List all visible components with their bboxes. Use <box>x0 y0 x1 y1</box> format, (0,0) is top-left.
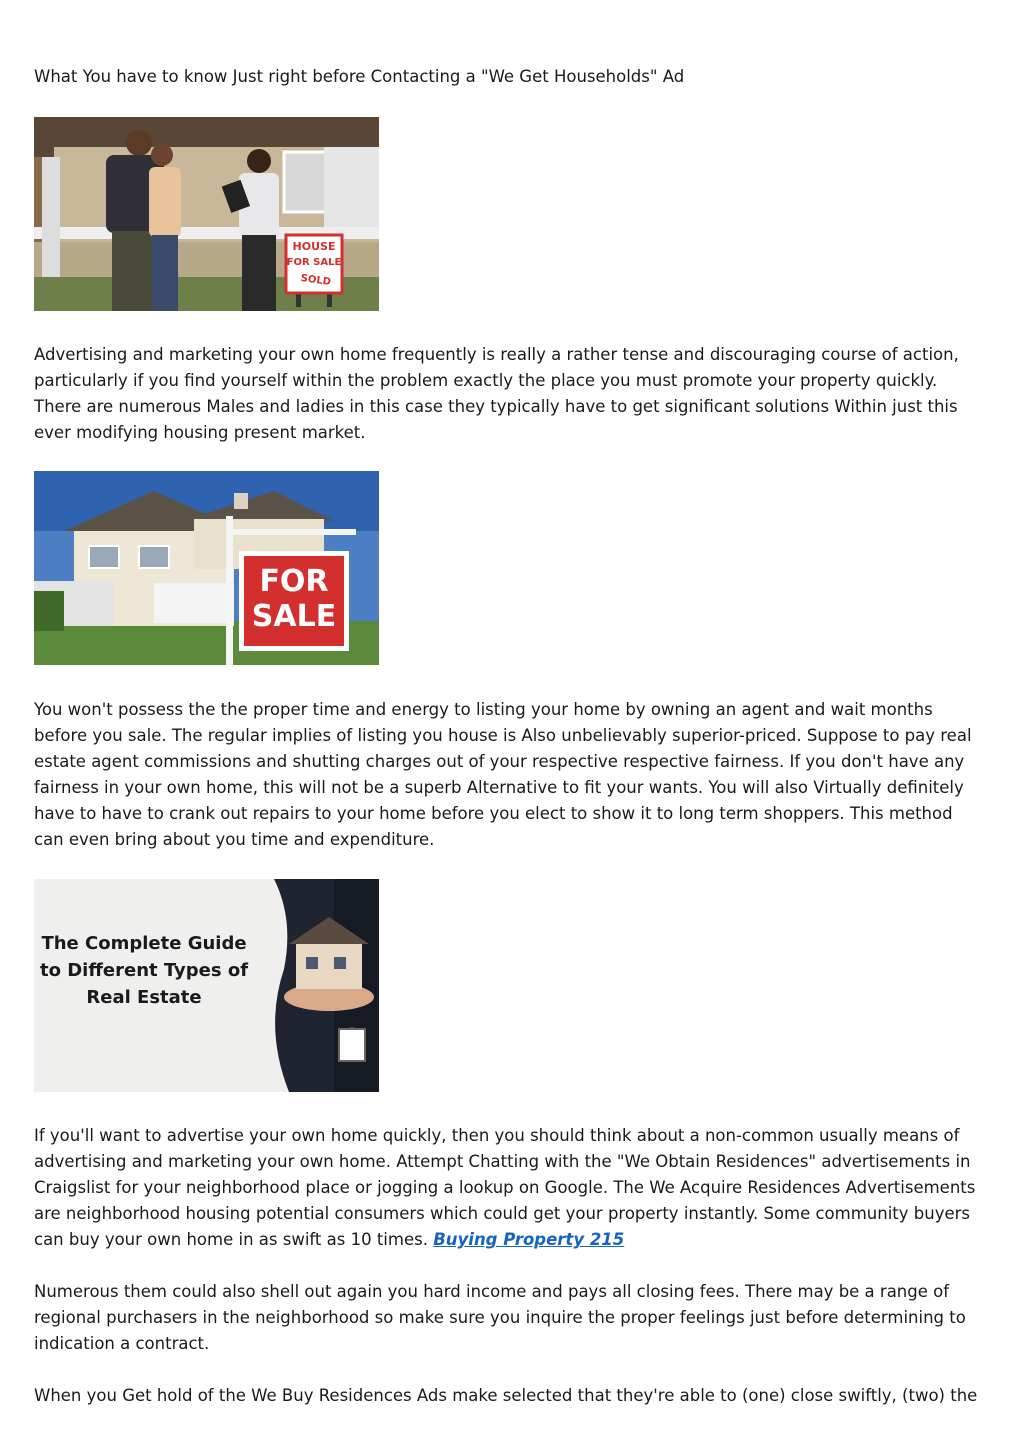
guide-caption-line-3: Real Estate <box>86 987 202 1008</box>
paragraph-3-text: If you'll want to advertise your own home quickly, then you should think about a non-common usually means of advertising and marketing your own home. Attempt Chatting with the "We Obtain Residences" advertisements in Craigslist for your neighborhood place or jogging a lookup on Google. The We Acquire Residences Advertisements are neighborhood housing potential consumers which could get your property instantly. Some community buyers can buy your own home in as swift as 10 times. <box>34 1126 976 1249</box>
house-for-sale-illustration <box>34 471 379 665</box>
sign-line-2: FOR SALE <box>286 257 342 268</box>
paragraph-4: Numerous them could also shell out again you hard income and pays all closing fees. There may be a range of regional purchasers in the neighborhood so make sure you inquire the proper feelings just before determining to indication a contract. <box>34 1282 966 1353</box>
real-estate-guide-illustration <box>34 879 379 1092</box>
buying-property-link[interactable]: Buying Property 215 <box>433 1230 625 1249</box>
document-page <box>34 64 984 1409</box>
paragraph-2: You won't possess the the proper time and energy to listing your home by owning an agent and wait months before you sale. The regular implies of listing you house is Also unbelievably superior-priced. Suppose to pay real estate agent commissions and shutting charges out of your respective respective fairness. If you don't have any fairness in your own home, this will not be a superb Alternative to fit your wants. You will also Virtually definitely have to have to crank out repairs to your home before you elect to show it to long term shoppers. This method can even bring about you time and expenditure. <box>34 700 972 849</box>
couple-agent-photo <box>34 117 379 311</box>
paragraph-5: When you Get hold of the We Buy Residences Ads make selected that they're able to (one) close swiftly, (two) the <box>34 1386 978 1405</box>
sign-line-3: SOLD <box>299 272 332 289</box>
sign-sale-text: SALE <box>251 599 337 634</box>
paragraph-1: Advertising and marketing your own home frequently is really a rather tense and discouraging course of action, particularly if you find yourself within the problem exactly the place you must promote your property quickly. There are numerous Males and ladies in this case they typically have to get significant solutions Within just this ever modifying housing present market. <box>34 345 959 442</box>
paragraph-3 <box>34 1123 984 1253</box>
house-for-sale-photo <box>34 471 379 665</box>
guide-caption-line-1: The Complete Guide <box>41 933 247 954</box>
real-estate-guide-graphic <box>34 879 379 1092</box>
couple-agent-illustration <box>34 117 379 311</box>
sign-line-1: HOUSE <box>292 240 336 253</box>
article-title: What You have to know Just right before Contacting a "We Get Households" Ad <box>34 67 685 86</box>
guide-caption-line-2: to Different Types of <box>39 960 249 981</box>
sign-for-text: FOR <box>259 564 329 599</box>
